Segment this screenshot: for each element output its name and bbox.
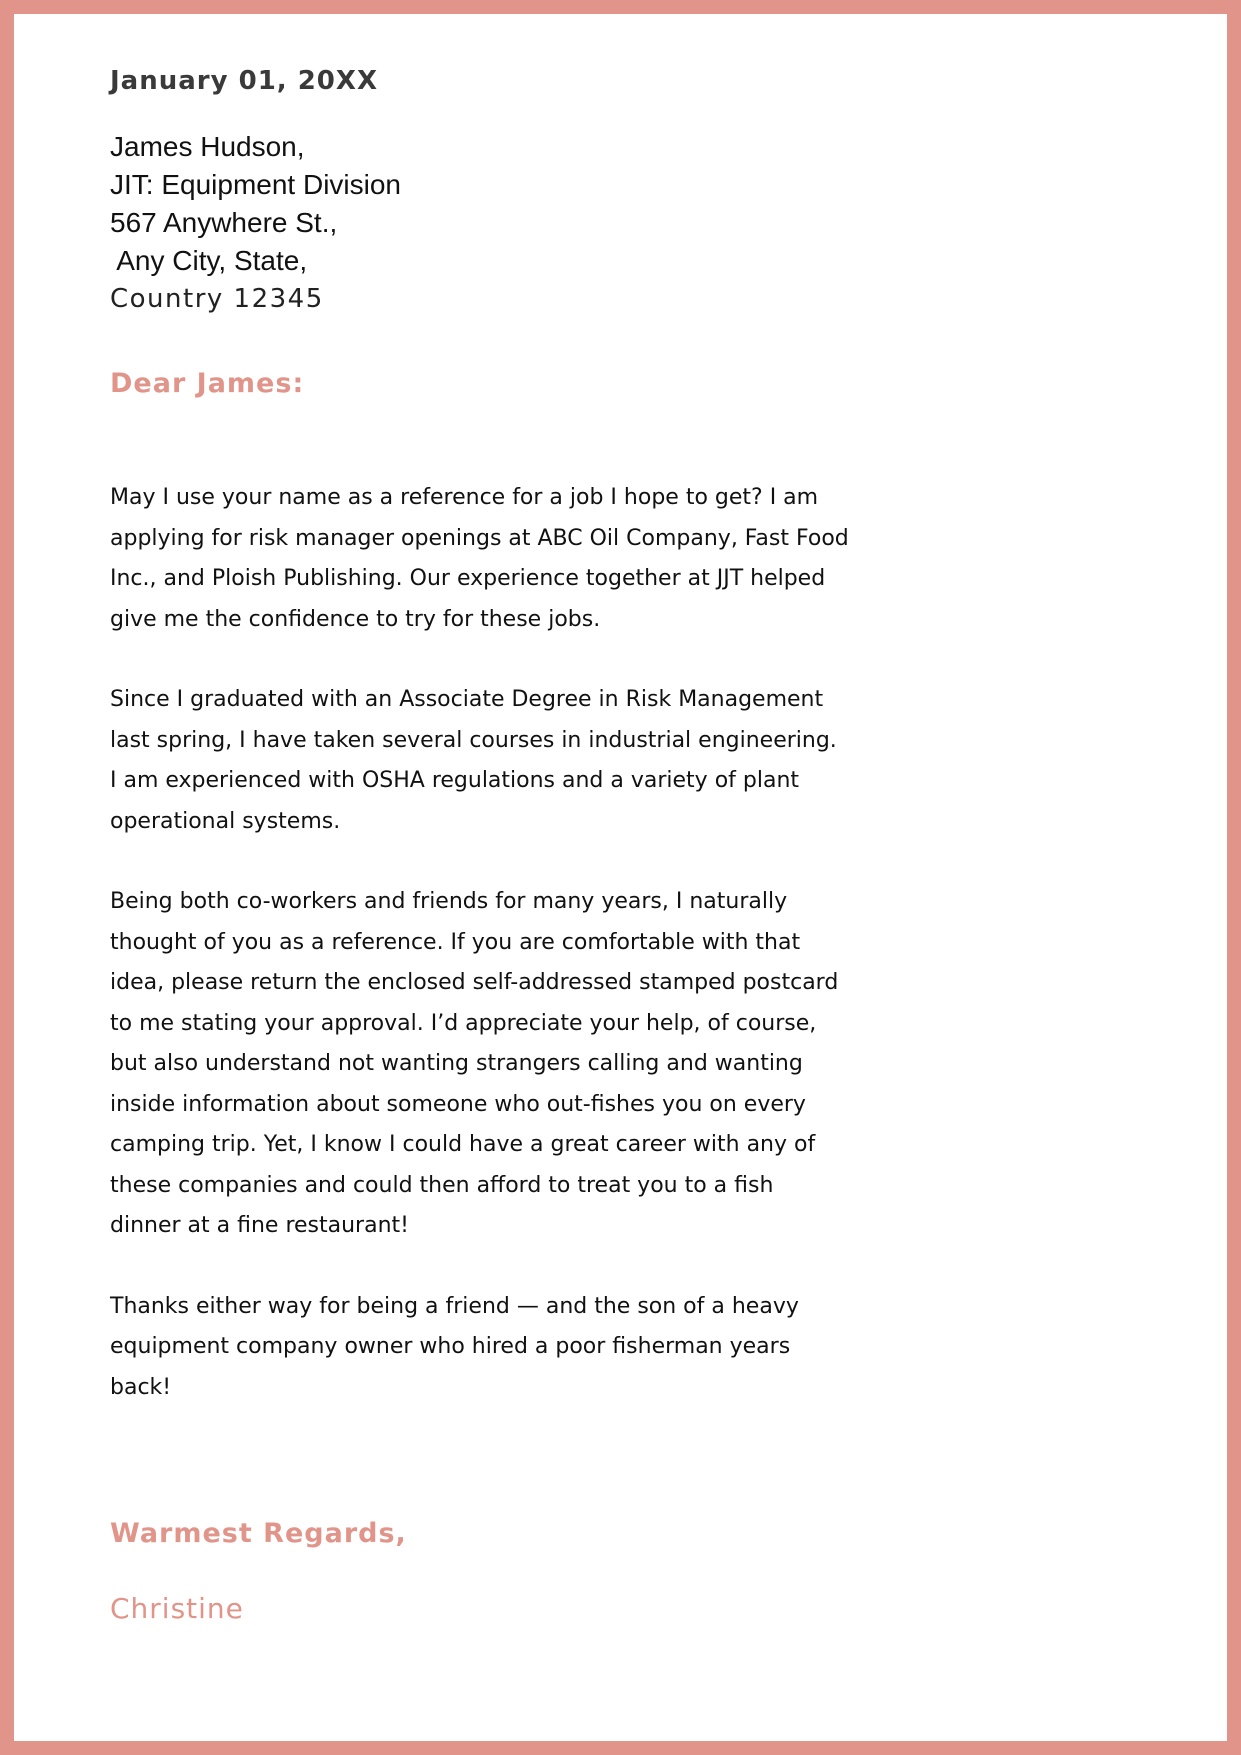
letter-date: January 01, 20XX — [110, 66, 378, 96]
body-paragraph: Being both co-workers and friends for many years, I naturally thought of you as a reference. If you are comfortable with that idea, please return the enclosed self-addressed stamped postcard to me stating your approval. I’d appreciate your help, of course, but also understand not wanting strangers calling and wanting inside information about someone who out-fishes you on every camping trip. Yet, I know I could have a great career with any of these companies and could then afford to treat you to a fish dinner at a fine restaurant! — [110, 889, 839, 1238]
salutation: Dear James: — [110, 368, 305, 399]
letter-body — [110, 478, 850, 1448]
recipient-street: 567 Anywhere St., — [110, 207, 338, 238]
recipient-country: Country 12345 — [110, 284, 324, 314]
body-paragraph: May I use your name as a reference for a job I hope to get? I am applying for risk manager openings at ABC Oil Company, Fast Food Inc., and Ploish Publishing. Our experience together at JJT helped give me the confidence to try for these jobs. — [110, 485, 849, 632]
signature: Christine — [110, 1592, 244, 1625]
recipient-address — [110, 128, 401, 318]
closing: Warmest Regards, — [110, 1518, 407, 1549]
body-paragraph: Since I graduated with an Associate Degree in Risk Management last spring, I have taken several courses in industrial engineering. I am experienced with OSHA regulations and a variety of plant operational systems. — [110, 687, 837, 834]
recipient-name: James Hudson, — [110, 131, 305, 162]
body-paragraph: Thanks either way for being a friend — and the son of a heavy equipment company owner who hired a poor fisherman years back! — [110, 1293, 799, 1400]
recipient-company: JIT: Equipment Division — [110, 169, 402, 200]
recipient-city-state: Any City, State, — [110, 245, 308, 276]
